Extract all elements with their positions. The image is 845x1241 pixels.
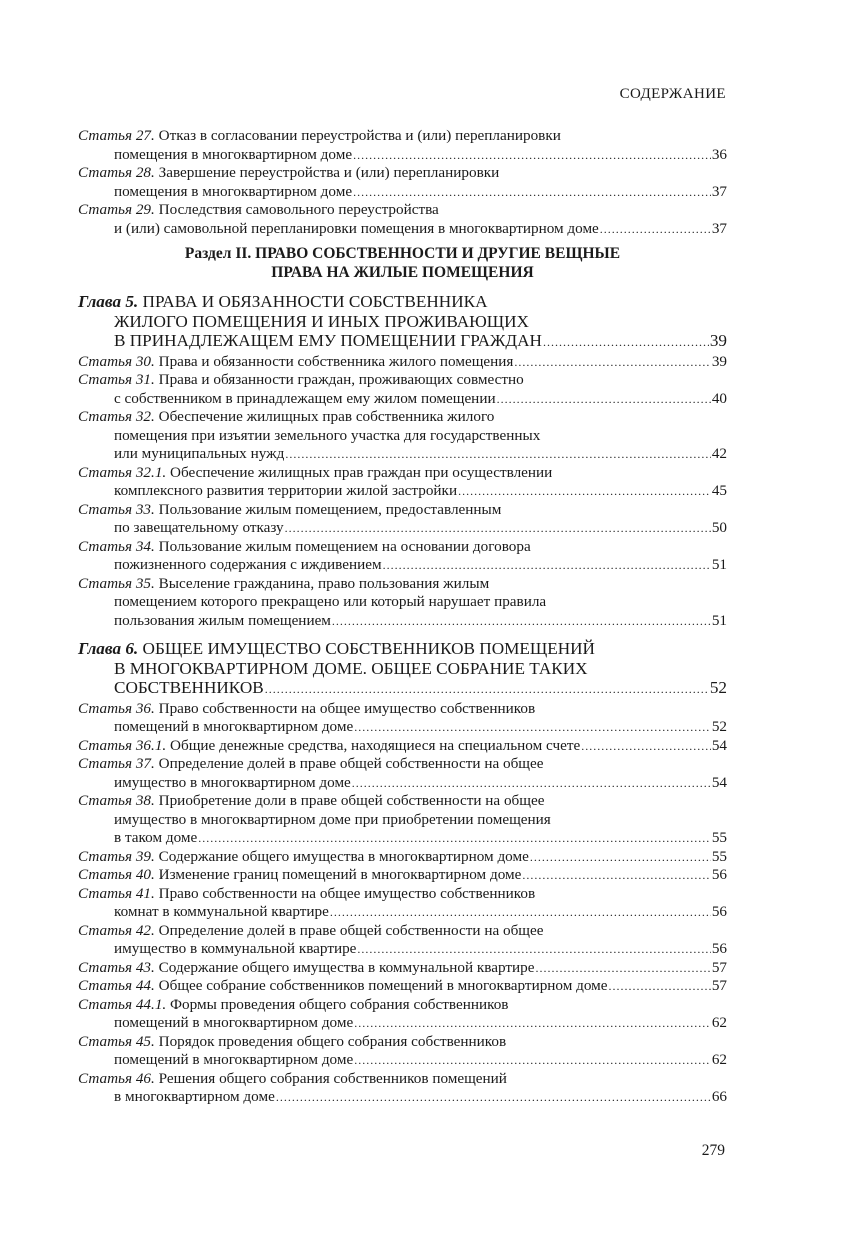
toc-entry-text bbox=[78, 371, 524, 388]
entry-title-line: помещения в многоквартирном доме bbox=[114, 145, 353, 163]
toc-entry-text bbox=[114, 774, 351, 793]
toc-entry-line bbox=[78, 792, 727, 811]
toc-article[interactable] bbox=[78, 1033, 727, 1070]
toc-page-number: 45 bbox=[711, 482, 727, 499]
article-label: Статья 38. bbox=[78, 792, 155, 809]
entry-title-line: пожизненного содержания с иждивением bbox=[114, 556, 382, 573]
toc-entry-line bbox=[78, 811, 727, 830]
article-label: Статья 27. bbox=[78, 127, 155, 144]
toc-article[interactable] bbox=[78, 501, 727, 538]
toc-article[interactable] bbox=[78, 464, 727, 501]
toc-article[interactable] bbox=[78, 353, 727, 372]
toc-entry-text bbox=[78, 755, 544, 772]
toc-entry-text bbox=[114, 612, 331, 631]
section-heading-line: ПРАВА НА ЖИЛЫЕ ПОМЕЩЕНИЯ bbox=[271, 264, 534, 281]
toc-entry-text bbox=[78, 501, 501, 518]
dot-leader bbox=[600, 220, 711, 239]
article-label: Статья 31. bbox=[78, 371, 155, 388]
dot-leader bbox=[514, 353, 710, 372]
dot-leader bbox=[581, 737, 711, 756]
article-label: Статья 43. bbox=[78, 958, 155, 976]
toc-article[interactable] bbox=[78, 866, 727, 885]
article-label: Статья 41. bbox=[78, 884, 155, 902]
entry-title-line: Общее собрание собственников помещений в многоквартирном доме bbox=[158, 977, 608, 994]
toc-entry-text bbox=[78, 922, 544, 939]
entry-title-line: в таком доме bbox=[114, 829, 198, 846]
toc-entry-line bbox=[78, 639, 727, 659]
toc-entry-text bbox=[78, 737, 580, 756]
toc-entry-text bbox=[78, 700, 535, 717]
toc-entry-text bbox=[78, 464, 552, 481]
toc-article[interactable] bbox=[78, 575, 727, 631]
toc-article[interactable] bbox=[78, 959, 727, 978]
page-number: 279 bbox=[701, 1142, 725, 1159]
dot-leader bbox=[285, 519, 711, 538]
toc-entry-text bbox=[114, 811, 551, 828]
entry-title-line: СОБСТВЕННИКОВ bbox=[114, 678, 264, 697]
article-label: Статья 29. bbox=[78, 201, 155, 218]
entry-title-line: помещений в многоквартирном доме bbox=[114, 1014, 354, 1031]
toc-chapter[interactable] bbox=[78, 639, 727, 700]
entry-title-line: Выселение гражданина, право пользования жилым bbox=[158, 574, 490, 592]
toc-entry-line bbox=[78, 183, 727, 202]
toc-entry-line bbox=[78, 866, 727, 885]
toc-article[interactable] bbox=[78, 848, 727, 867]
section-heading bbox=[78, 244, 727, 282]
toc-page-number: 62 bbox=[711, 1014, 727, 1031]
toc-entry-line bbox=[78, 1014, 727, 1033]
toc-article[interactable] bbox=[78, 792, 727, 848]
toc-entry-line bbox=[78, 312, 727, 332]
article-label: Статья 46. bbox=[78, 1069, 155, 1087]
toc-entry-text bbox=[78, 996, 508, 1013]
entry-title-line: по завещательному отказу bbox=[114, 519, 284, 536]
dot-leader bbox=[353, 183, 711, 202]
chapter-label: Глава 5. bbox=[78, 292, 139, 311]
toc-page-number: 56 bbox=[711, 866, 727, 883]
toc-entry-line bbox=[78, 700, 727, 719]
entry-title-line: Пользование жилым помещением, предоставленным bbox=[158, 500, 502, 518]
article-label: Статья 34. bbox=[78, 537, 155, 555]
article-label: Статья 37. bbox=[78, 755, 155, 772]
entry-title-line: комнат в коммунальной квартире bbox=[114, 903, 329, 920]
section-heading-line: Раздел II. ПРАВО СОБСТВЕННОСТИ И ДРУГИЕ ВЕЩНЫЕ bbox=[184, 245, 621, 262]
toc-entry-line bbox=[78, 353, 727, 372]
entry-title-line: В МНОГОКВАРТИРНОМ ДОМЕ. ОБЩЕЕ СОБРАНИЕ ТАКИХ bbox=[114, 658, 588, 678]
toc-article[interactable] bbox=[78, 737, 727, 756]
article-label: Статья 33. bbox=[78, 500, 155, 518]
dot-leader bbox=[352, 774, 711, 793]
entry-title-line: имущество в многоквартирном доме при приобретении помещения bbox=[114, 810, 551, 828]
toc-article[interactable] bbox=[78, 127, 727, 164]
dot-leader bbox=[198, 829, 711, 848]
entry-title-line: Пользование жилым помещением на основании договора bbox=[158, 537, 531, 555]
toc-page-number: 42 bbox=[711, 445, 727, 462]
entry-title-line: Изменение границ помещений в многоквартирном доме bbox=[158, 866, 522, 883]
toc-entry-text bbox=[114, 146, 352, 165]
dot-leader bbox=[357, 940, 710, 959]
toc-page-number: 66 bbox=[711, 1088, 727, 1105]
toc-entry-text bbox=[78, 866, 521, 885]
toc-entry-text bbox=[114, 829, 197, 848]
article-label: Статья 35. bbox=[78, 574, 155, 592]
entry-title-line: Право собственности на общее имущество собственников bbox=[158, 699, 536, 717]
toc-entry-line bbox=[78, 959, 727, 978]
toc-entry-line bbox=[78, 922, 727, 941]
toc-entry-line bbox=[78, 519, 727, 538]
article-label: Статья 45. bbox=[78, 1032, 155, 1050]
entry-title-line: имущество в многоквартирном доме bbox=[114, 773, 351, 791]
toc-entry-text bbox=[78, 792, 544, 809]
toc-entry-text bbox=[114, 940, 356, 959]
toc-entry-text bbox=[78, 292, 488, 311]
toc-page-number: 54 bbox=[711, 736, 727, 754]
toc-page-number: 57 bbox=[711, 958, 727, 976]
toc-entry-line bbox=[78, 371, 727, 390]
entry-title-line: Приобретение доли в праве общей собственности на общее bbox=[158, 792, 545, 809]
toc-page-number: 52 bbox=[709, 678, 727, 697]
toc-page-number: 40 bbox=[711, 389, 727, 407]
toc-entry-line bbox=[78, 164, 727, 183]
dot-leader bbox=[353, 146, 711, 165]
toc-entry-text bbox=[114, 482, 457, 501]
dot-leader bbox=[383, 556, 711, 575]
entry-title-line: пользования жилым помещением bbox=[114, 611, 331, 629]
toc-entry-text bbox=[114, 556, 382, 575]
toc-entry-line bbox=[78, 220, 727, 239]
toc-chapter[interactable] bbox=[78, 292, 727, 353]
toc-entry-text bbox=[78, 127, 561, 144]
entry-title-line: Порядок проведения общего собрания собственников bbox=[158, 1032, 507, 1050]
toc-article[interactable] bbox=[78, 408, 727, 464]
toc-entry-text bbox=[78, 575, 489, 592]
dot-leader bbox=[354, 1051, 711, 1070]
toc-entry-text bbox=[114, 718, 353, 737]
entry-title-line: Отказ в согласовании переустройства и (или) перепланировки bbox=[158, 127, 561, 144]
toc-page-number: 50 bbox=[711, 519, 727, 536]
entry-title-line: ОБЩЕЕ ИМУЩЕСТВО СОБСТВЕННИКОВ ПОМЕЩЕНИЙ bbox=[142, 639, 595, 658]
toc-entry-line bbox=[78, 538, 727, 557]
toc-page-number: 62 bbox=[711, 1051, 727, 1068]
toc-page-number: 55 bbox=[711, 829, 727, 846]
article-label: Статья 40. bbox=[78, 866, 155, 883]
dot-leader bbox=[458, 482, 711, 501]
toc-page-number: 57 bbox=[711, 977, 727, 994]
toc-page-number: 51 bbox=[711, 611, 727, 629]
toc-page-number: 52 bbox=[711, 718, 727, 735]
toc-article[interactable] bbox=[78, 371, 727, 408]
toc-entry-line bbox=[78, 678, 727, 700]
entry-title-line: Права и обязанности граждан, проживающих совместно bbox=[158, 371, 524, 388]
entry-title-line: Определение долей в праве общей собственности на общее bbox=[158, 755, 544, 772]
entry-title-line: или муниципальных нужд bbox=[114, 445, 285, 462]
toc-entry-line bbox=[78, 755, 727, 774]
toc-entry-line bbox=[78, 940, 727, 959]
table-of-contents bbox=[78, 127, 727, 1107]
dot-leader bbox=[530, 848, 711, 867]
toc-article[interactable] bbox=[78, 977, 727, 996]
article-label: Статья 36.1. bbox=[78, 736, 167, 754]
toc-entry-line bbox=[78, 1070, 727, 1089]
article-label: Статья 30. bbox=[78, 352, 155, 370]
entry-title-line: Обеспечение жилищных прав собственника жилого bbox=[158, 408, 495, 425]
toc-entry-text bbox=[114, 427, 540, 444]
entry-title-line: в многоквартирном доме bbox=[114, 1088, 275, 1105]
toc-entry-line bbox=[78, 774, 727, 793]
entry-title-line: Обеспечение жилищных прав граждан при осуществлении bbox=[170, 463, 553, 481]
entry-title-line: помещением которого прекращено или который нарушает правила bbox=[114, 593, 547, 610]
toc-entry-text bbox=[114, 390, 496, 409]
entry-title-line: Формы проведения общего собрания собственников bbox=[170, 995, 509, 1013]
toc-entry-text bbox=[114, 593, 546, 610]
toc-article[interactable] bbox=[78, 922, 727, 959]
article-label: Статья 28. bbox=[78, 164, 155, 181]
toc-entry-text bbox=[114, 903, 329, 922]
entry-title-line: Общие денежные средства, находящиеся на специальном счете bbox=[170, 736, 581, 754]
toc-page-number: 56 bbox=[711, 903, 727, 920]
toc-entry-line bbox=[78, 829, 727, 848]
entry-title-line: имущество в коммунальной квартире bbox=[114, 940, 357, 957]
toc-entry-line bbox=[78, 292, 727, 312]
dot-leader bbox=[535, 959, 710, 978]
toc-entry-text bbox=[114, 659, 588, 678]
toc-entry-text bbox=[78, 1033, 506, 1050]
toc-entry-line bbox=[78, 977, 727, 996]
toc-entry-line bbox=[78, 848, 727, 867]
toc-entry-line bbox=[78, 659, 727, 679]
toc-entry-text bbox=[78, 848, 529, 867]
dot-leader bbox=[522, 866, 710, 885]
dot-leader bbox=[330, 903, 711, 922]
entry-title-line: помещения при изъятии земельного участка для государственных bbox=[114, 426, 541, 444]
toc-entry-line bbox=[78, 737, 727, 756]
toc-article[interactable] bbox=[78, 1070, 727, 1107]
toc-entry-line bbox=[78, 408, 727, 427]
dot-leader bbox=[285, 445, 710, 464]
toc-entry-text bbox=[114, 445, 284, 464]
article-label: Статья 44. bbox=[78, 977, 155, 994]
entry-title-line: и (или) самовольной перепланировки помещения в многоквартирном доме bbox=[114, 219, 599, 237]
toc-entry-line bbox=[78, 445, 727, 464]
toc-entry-text bbox=[114, 331, 542, 351]
toc-entry-line bbox=[78, 1051, 727, 1070]
toc-entry-line bbox=[78, 127, 727, 146]
entry-title-line: Права и обязанности собственника жилого помещения bbox=[158, 352, 514, 370]
article-label: Статья 32. bbox=[78, 408, 155, 425]
entry-title-line: помещения в многоквартирном доме bbox=[114, 182, 353, 200]
toc-entry-text bbox=[114, 1014, 353, 1033]
toc-entry-line bbox=[78, 1033, 727, 1052]
article-label: Статья 39. bbox=[78, 847, 155, 865]
toc-entry-text bbox=[114, 183, 352, 202]
entry-title-line: помещений в многоквартирном доме bbox=[114, 1051, 354, 1068]
toc-entry-text bbox=[78, 639, 595, 658]
toc-entry-line bbox=[78, 885, 727, 904]
entry-title-line: ЖИЛОГО ПОМЕЩЕНИЯ И ИНЫХ ПРОЖИВАЮЩИХ bbox=[114, 311, 529, 331]
entry-title-line: помещений в многоквартирном доме bbox=[114, 718, 354, 735]
toc-article[interactable] bbox=[78, 538, 727, 575]
entry-title-line: Определение долей в праве общей собственности на общее bbox=[158, 921, 544, 939]
toc-article[interactable] bbox=[78, 755, 727, 792]
toc-entry-text bbox=[78, 538, 531, 555]
toc-entry-line bbox=[78, 996, 727, 1015]
entry-title-line: В ПРИНАДЛЕЖАЩЕМ ЕМУ ПОМЕЩЕНИИ ГРАЖДАН bbox=[114, 331, 542, 350]
article-label: Статья 44.1. bbox=[78, 995, 167, 1013]
entry-title-line: Завершение переустройства и (или) перепланировки bbox=[158, 164, 500, 181]
toc-entry-line bbox=[78, 903, 727, 922]
article-label: Статья 36. bbox=[78, 699, 155, 717]
article-label: Статья 42. bbox=[78, 921, 155, 939]
toc-entry-text bbox=[78, 1070, 507, 1087]
toc-entry-text bbox=[78, 408, 494, 425]
toc-entry-text bbox=[78, 885, 535, 902]
dot-leader bbox=[609, 977, 711, 996]
dot-leader bbox=[354, 718, 711, 737]
toc-page-number: 36 bbox=[711, 145, 727, 163]
chapter-label: Глава 6. bbox=[78, 639, 139, 658]
toc-entry-line bbox=[78, 612, 727, 631]
toc-page-number: 37 bbox=[711, 219, 727, 237]
toc-page-number: 37 bbox=[711, 182, 727, 200]
toc-entry-text bbox=[78, 353, 513, 372]
entry-title-line: Последствия самовольного переустройства bbox=[158, 201, 439, 218]
toc-entry-text bbox=[114, 1088, 275, 1107]
toc-entry-text bbox=[114, 220, 599, 239]
toc-entry-text bbox=[114, 312, 529, 331]
dot-leader bbox=[354, 1014, 711, 1033]
toc-page-number: 51 bbox=[711, 556, 727, 573]
toc-article[interactable] bbox=[78, 885, 727, 922]
toc-page-number: 55 bbox=[711, 847, 727, 865]
toc-entry-line bbox=[78, 331, 727, 353]
toc-entry-text bbox=[114, 678, 264, 698]
toc-page-number: 39 bbox=[709, 331, 727, 350]
entry-title-line: Содержание общего имущества в многоквартирном доме bbox=[158, 847, 529, 865]
dot-leader bbox=[497, 390, 711, 409]
article-label: Статья 32.1. bbox=[78, 463, 167, 481]
toc-page-number: 39 bbox=[711, 352, 727, 370]
toc-page-number: 54 bbox=[711, 773, 727, 791]
entry-title-line: комплексного развития территории жилой застройки bbox=[114, 482, 458, 499]
toc-entry-line bbox=[78, 718, 727, 737]
toc-entry-line bbox=[78, 501, 727, 520]
toc-article[interactable] bbox=[78, 700, 727, 737]
toc-entry-line bbox=[78, 464, 727, 483]
toc-entry-line bbox=[78, 482, 727, 501]
toc-entry-line bbox=[78, 575, 727, 594]
toc-entry-text bbox=[78, 164, 499, 181]
dot-leader bbox=[276, 1088, 711, 1107]
entry-title-line: Решения общего собрания собственников помещений bbox=[158, 1069, 507, 1087]
toc-entry-line bbox=[78, 593, 727, 612]
toc-entry-line bbox=[78, 427, 727, 446]
toc-entry-line bbox=[78, 556, 727, 575]
toc-article[interactable] bbox=[78, 201, 727, 238]
toc-entry-line bbox=[78, 1088, 727, 1107]
toc-page-number: 56 bbox=[711, 940, 727, 957]
entry-title-line: Содержание общего имущества в коммунальной квартире bbox=[158, 958, 535, 976]
dot-leader bbox=[543, 333, 709, 353]
running-head: СОДЕРЖАНИЕ bbox=[619, 86, 726, 102]
toc-article[interactable] bbox=[78, 996, 727, 1033]
entry-title-line: с собственником в принадлежащем ему жилом помещении bbox=[114, 389, 496, 407]
toc-entry-line bbox=[78, 146, 727, 165]
toc-entry-text bbox=[114, 1051, 353, 1070]
entry-title-line: Право собственности на общее имущество собственников bbox=[158, 884, 536, 902]
dot-leader bbox=[265, 680, 709, 700]
toc-entry-text bbox=[114, 519, 284, 538]
toc-entry-text bbox=[78, 201, 439, 218]
toc-entry-text bbox=[78, 977, 608, 996]
dot-leader bbox=[332, 612, 711, 631]
toc-article[interactable] bbox=[78, 164, 727, 201]
toc-entry-line bbox=[78, 390, 727, 409]
entry-title-line: ПРАВА И ОБЯЗАННОСТИ СОБСТВЕННИКА bbox=[142, 292, 488, 311]
toc-entry-line bbox=[78, 201, 727, 220]
toc-entry-text bbox=[78, 959, 534, 978]
